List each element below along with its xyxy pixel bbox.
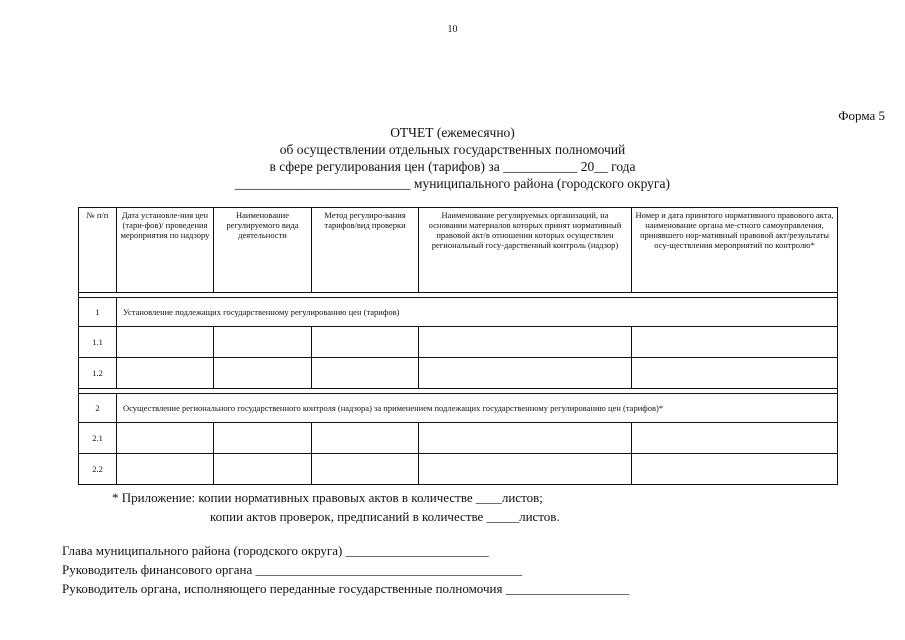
table-cell[interactable] (312, 358, 419, 389)
header-date: Дата установле-ния цен (тари-фов)/ проведения мероприятия по надзору (117, 208, 214, 293)
header-act: Номер и дата принятого нормативного правового акта, наименование органа ме-стного самоуправления, принявшего нор-мативный правовой акт/результаты осу-ществления мероприятий по контролю* (632, 208, 838, 293)
row-num: 2.2 (79, 454, 117, 485)
signature-head: Глава муниципального района (городского округа) ______________________ (62, 543, 489, 558)
section-num: 1 (79, 298, 117, 327)
section-text: Осуществление регионального государственного контроля (надзора) за применением подлежащих государственному регулированию цен (тарифов)* (117, 394, 838, 423)
section-text: Установление подлежащих государственному регулированию цен (тарифов) (117, 298, 838, 327)
table-cell[interactable] (312, 327, 419, 358)
title-line-4: __________________________ муниципального района (городского округа) (235, 176, 670, 191)
table-cell[interactable] (419, 423, 632, 454)
table-cell[interactable] (117, 358, 214, 389)
row-num: 1.2 (79, 358, 117, 389)
row-num: 2.1 (79, 423, 117, 454)
table-row (79, 358, 838, 389)
section-num: 2 (79, 394, 117, 423)
table-cell[interactable] (419, 327, 632, 358)
header-num: № п/п (79, 208, 117, 293)
table-cell[interactable] (117, 423, 214, 454)
title-line-3: в сфере регулирования цен (тарифов) за ___________ 20__ года (269, 159, 636, 174)
appendix-line-1: * Приложение: копии нормативных правовых актов в количестве ____листов; (112, 490, 543, 505)
header-activity: Наименование регулируемого вида деятельности (214, 208, 312, 293)
table-row (79, 327, 838, 358)
title-line-2: об осуществлении отдельных государственных полномочий (279, 142, 626, 157)
table-header-row (79, 208, 838, 293)
table-cell[interactable] (312, 454, 419, 485)
table-cell[interactable] (419, 454, 632, 485)
report-table (78, 207, 838, 485)
section-row-2 (79, 394, 838, 423)
table-row (79, 423, 838, 454)
row-num: 1.1 (79, 327, 117, 358)
table-cell[interactable] (419, 358, 632, 389)
signature-finance: Руководитель финансового органа _________________________________________ (62, 562, 522, 577)
table-cell[interactable] (632, 454, 838, 485)
report-title (0, 124, 905, 192)
table-cell[interactable] (312, 423, 419, 454)
table-cell[interactable] (632, 327, 838, 358)
table-row (79, 454, 838, 485)
table-cell[interactable] (214, 454, 312, 485)
page-number: 10 (447, 24, 458, 35)
form-label: Форма 5 (838, 108, 885, 123)
header-method: Метод регулиро-вания тарифов/вид проверки (312, 208, 419, 293)
table-cell[interactable] (632, 423, 838, 454)
appendix-line-2: копии актов проверок, предписаний в количестве _____листов. (210, 509, 560, 524)
section-row-1 (79, 298, 838, 327)
table-cell[interactable] (214, 327, 312, 358)
table-cell[interactable] (632, 358, 838, 389)
table-cell[interactable] (117, 454, 214, 485)
table-cell[interactable] (214, 423, 312, 454)
table-cell[interactable] (214, 358, 312, 389)
header-organizations: Наименование регулируемых организаций, на основании материалов которых принят нормативный правовой акт/в отношении которых осуществлен региональный госу-дарственный контроль (надзор) (419, 208, 632, 293)
table-cell[interactable] (117, 327, 214, 358)
title-line-1: ОТЧЕТ (ежемесячно) (390, 125, 515, 140)
signature-authority: Руководитель органа, исполняющего переданные государственные полномочия ___________________ (62, 581, 630, 596)
